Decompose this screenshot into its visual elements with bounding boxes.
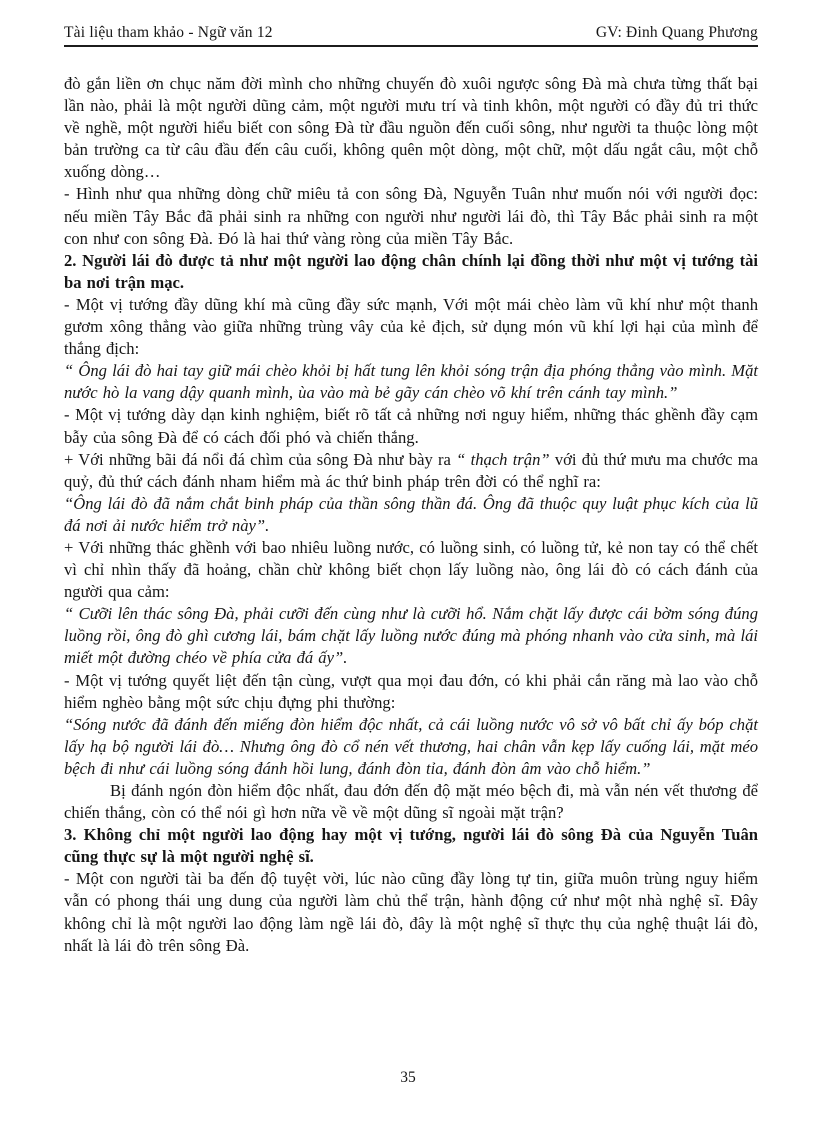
quote-paragraph: “ Cưỡi lên thác sông Đà, phải cưỡi đến cùng như là cưỡi hổ. Nắm chặt lấy được cái bờm sóng đúng luồng rồi, ông đò ghì cương lái, bám chặt lấy luồng nước đúng mà phóng nhanh vào cửa sinh, mà lái miết một đường chéo về phía cửa đá ấy”. [64, 604, 758, 668]
text-run: + Với những bãi đá nổi đá chìm của sông Đà như bày ra [64, 449, 457, 469]
paragraph: - Một vị tướng quyết liệt đến tận cùng, vượt qua mọi đau đớn, có khi phải cắn răng mà lao vào chỗ hiểm nghèo bằng một sức chịu đựng phi thường: [64, 670, 758, 712]
quote-paragraph: “Ông lái đò đã nắm chắt binh pháp của thần sông thần đá. Ông đã thuộc quy luật phục kích của lũ đá nơi ải nước hiểm trở này”. [64, 493, 758, 535]
paragraph: - Một vị tướng đầy dũng khí mà cũng đầy sức mạnh, Với một mái chèo làm vũ khí như một thanh gươm xông thẳng vào giữa những trùng vây của kẻ địch, sử dụng món vũ khí lợi hại của mình để thắng địch: [64, 294, 758, 359]
paragraph: đò gắn liền ơn chục năm đời mình cho những chuyến đò xuôi ngược sông Đà mà chưa từng thất bại lần nào, phải là một người dũng cảm, một người mưu trí và tinh khôn, một người có đầy đủ tri thức về nghề, một người hiểu biết con sông Đà từ đầu nguồn đến cuối sông, như người ta thuộc lòng một bản trường ca từ câu đầu đến câu cuối, không quên một dòng, một chữ, một dấu ngắt câu, một chỗ xuống dòng… [64, 74, 758, 182]
document-body [64, 73, 758, 957]
paragraph: - Một vị tướng dày dạn kinh nghiệm, biết rõ tất cả những nơi nguy hiểm, những thác ghềnh đầy cạm bẫy của sông Đà để có cách đối phó và chiến thắng. [64, 405, 758, 447]
quote-paragraph: “Sóng nước đã đánh đến miếng đòn hiểm độc nhất, cả cái luồng nước vô sở vô bất chỉ ấy bóp chặt lấy hạ bộ người lái đò… Nhưng ông đò cổ nén vết thương, hai chân vẫn kẹp lấy cuống lái, mặt méo bệch đi như cái luồng sóng đánh hồi lung, đánh đòn tỉa, đánh đòn âm vào chỗ hiểm.” [64, 714, 758, 778]
paragraph-indented: Bị đánh ngón đòn hiểm độc nhất, đau đớn đến độ mặt méo bệch đi, mà vẫn nén vết thương để chiến thắng, còn có thể nói gì hơn nữa về về một dũng sĩ ngoài mặt trận? [64, 781, 758, 823]
header-title: Tài liệu tham khảo - Ngữ văn 12 [64, 24, 273, 41]
italic-run: “ thạch trận” [456, 449, 550, 469]
paragraph: + Với những thác ghềnh với bao nhiêu luồng nước, có luồng sinh, có luồng tử, kẻ non tay có thể chết vì chỉ nhìn thấy đã hoảng, chần chừ không biết chọn lấy luồng nào, ông lái đò có cách đánh của người qua cảm: [64, 537, 758, 602]
text-run: với đủ thứ mưu ma chước ma quỷ, đủ thứ cách đánh nham hiểm mà ác thứ binh pháp trên đời có thể nghĩ ra: [64, 449, 758, 491]
page-header [64, 24, 758, 47]
quote-paragraph: “ Ông lái đò hai tay giữ mái chèo khỏi bị hất tung lên khỏi sóng trận địa phóng thẳng vào mình. Mặt nước hò la vang dậy quanh mình, ùa vào mà bẻ gãy cán chèo võ khí trên cánh tay mình.” [64, 361, 758, 403]
page-footer [0, 1069, 816, 1087]
section-heading-2: 2. Người lái đò được tả như một người lao động chân chính lại đồng thời như một vị tướng tài ba nơi trận mạc. [64, 250, 758, 292]
paragraph-mixed [64, 449, 758, 493]
paragraph: - Một con người tài ba đến độ tuyệt vời, lúc nào cũng đầy lòng tự tin, giữa muôn trùng nguy hiểm vẫn có phong thái ung dung của người làm chủ thể trận, hành động cứ như một nhà nghệ sĩ. Đây không chỉ là một người lao động làm ngề lái đò, đây là một nghệ sĩ thực thụ của nghệ thuật lái đò, nhất là lái đò trên sông Đà. [64, 869, 758, 955]
paragraph: - Hình như qua những dòng chữ miêu tả con sông Đà, Nguyễn Tuân như muốn nói với người đọc: nếu miền Tây Bắc đã phải sinh ra những con người như người lái đò, thì Tây Bắc phải sinh ra một con như con sông Đà. Đó là hai thứ vàng ròng của miền Tây Bắc. [64, 184, 758, 248]
page-number: 35 [400, 1069, 416, 1086]
section-heading-3: 3. Không chỉ một người lao động hay một vị tướng, người lái đò sông Đà của Nguyễn Tuân cũng thực sự là một người nghệ sĩ. [64, 825, 758, 867]
header-author: GV: Đinh Quang Phương [595, 24, 758, 41]
